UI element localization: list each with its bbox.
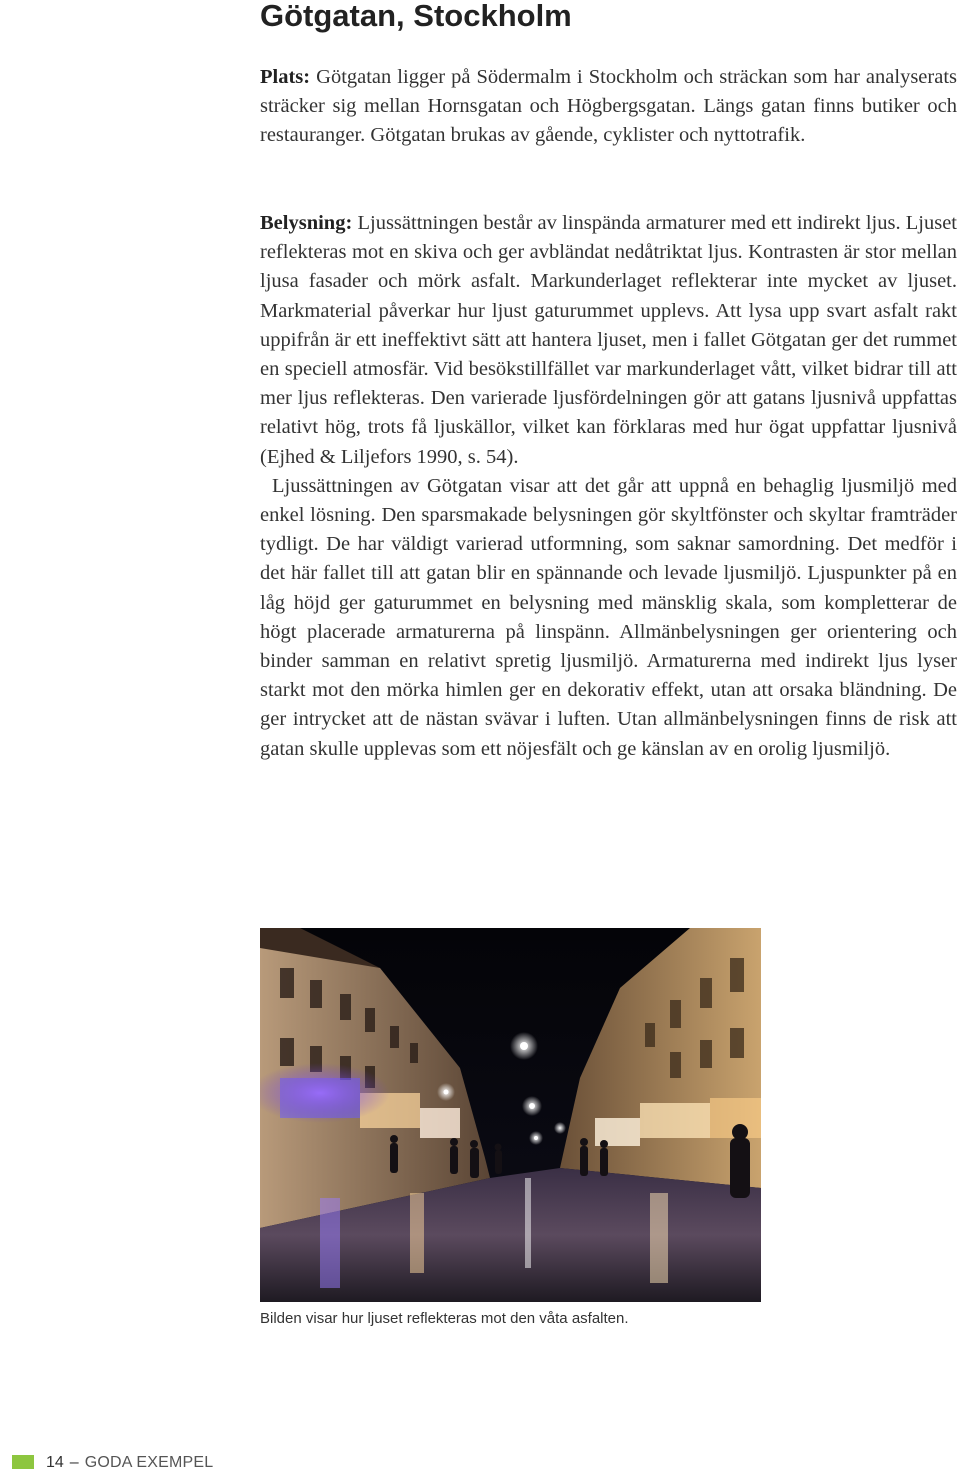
photo-caption: Bilden visar hur ljuset reflekteras mot den våta asfalten. — [260, 1310, 629, 1327]
night-street-image — [260, 928, 761, 1302]
plats-paragraph — [260, 63, 957, 151]
footer-dash: – — [69, 1454, 79, 1471]
page-title: Götgatan, Stockholm — [260, 0, 572, 33]
footer-accent-bar — [12, 1455, 34, 1469]
street-photo — [260, 928, 761, 1302]
belysning-label: Belysning: — [260, 212, 353, 234]
page-footer — [0, 1452, 400, 1474]
page-number: 14 — [46, 1454, 64, 1471]
plats-label: Plats: — [260, 66, 311, 88]
plats-text: Götgatan ligger på Södermalm i Stockholm och sträckan som har analyserats sträcker sig mellan Hornsgatan och Högbergsgatan. Längs gatan finns butiker och restauranger. Götgatan brukas av gående, cyklister och nyttotrafik. — [260, 66, 958, 147]
belysning-paragraph — [260, 209, 957, 472]
belysning-paragraph-2: Ljussättningen av Götgatan visar att det går att uppnå en behaglig ljusmiljö med enkel lösning. Den sparsmakade belysningen gör skyltfönster och skyltar framträder tydligt. De har väldigt varierad utformning, som saknar samordning. Det medför i det här fallet till att gatan blir en spännande och levade ljusmiljö. Ljuspunkter på en låg höjd ger gaturummet en belysning med mänsklig skala, som kompletterar de högt placerade armaturerna på linspänn. Allmänbelysningen ger orientering och binder samman en relativt spretig ljusmiljö. Armaturerna med indirekt ljus lyser starkt mot den mörka himlen ger en dekorativ effekt, utan att orsaka bländning. De ger intrycket att de nästan svävar i luften. Utan allmänbelysningen finns de risk att gatan skulle upplevas som ett nöjesfält och ge känslan av en orolig ljusmiljö. — [260, 474, 957, 760]
belysning-section — [260, 209, 957, 764]
section-name: GODA EXEMPEL — [84, 1454, 214, 1471]
footer-text — [46, 1452, 213, 1474]
belysning-text: Ljussättningen består av linspända armaturer med ett indirekt ljus. Ljuset reflekteras mot en skiva och ger avbländat nedåtriktat ljus. Kontrasten är stor mellan ljusa fasader och mörk asfalt. Markunderlaget reflekterar inte mycket av ljuset. Markmaterial påverkar hur ljust gaturummet upplevs. Att lysa upp svart asfalt rakt uppifrån är ett ineffektivt sätt att hantera ljuset, men i fallet Götgatan ger det rummet en speciell atmosfär. Vid besökstillfället var markunderlaget vått, vilket bidrar till att mer ljus reflekteras. Den varierade ljusfördelningen gör att gatans ljusnivå uppfattas relativt hög, trots få ljuskällor, vilket kan förklaras med hur ögat uppfattar ljusnivå (Ejhed & Liljefors 1990, s. 54). — [260, 212, 957, 468]
